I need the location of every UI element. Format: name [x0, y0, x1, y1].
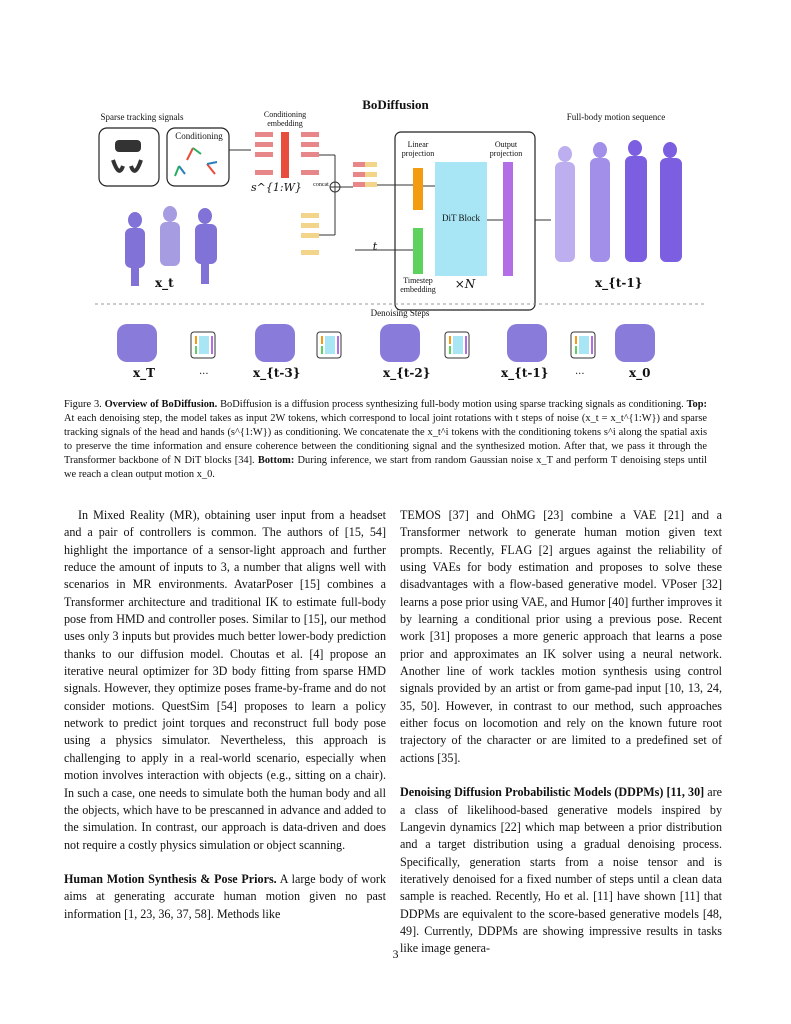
bottom-label-ellipsis-2: ...: [575, 366, 585, 377]
caption-top: Top:: [686, 399, 707, 410]
label-timestep-embedding: Timestep embedding: [400, 276, 436, 294]
page-number: 3: [392, 947, 399, 961]
motion-figures-left: [125, 206, 217, 286]
bottom-label-xT: x_T: [133, 366, 156, 380]
label-t: t: [372, 240, 378, 253]
linear-projection-bar: [413, 168, 423, 210]
label-dit-block: DiT Block: [441, 213, 481, 223]
caption-title: Overview of BoDiffusion.: [104, 399, 218, 410]
right-column: [400, 507, 722, 958]
label-linear-projection: Linear projection: [401, 140, 435, 158]
left-paragraph-2: [64, 871, 386, 923]
label-times-n: ×N: [454, 277, 476, 291]
label-output-projection: Output projection: [489, 140, 523, 158]
label-conditioning: Conditioning: [175, 131, 223, 141]
caption-bottom: Bottom:: [257, 455, 295, 466]
right-paragraph-1: TEMOS [37] and OhMG [23] combine a VAE [21] and a Transformer network to generate human motion given text prompts. Recently, FLAG [2] argues against the reliability of using VAEs for body estimation and proposes to solve these disadvantages with a flow-based generative model. VPoser [32] learns a pose prior using VAE, and Humor [40] further improves it by learning a conditional prior using a previous pose. Recent work [31] proposes a more generic approach that learns a pose prior and approximates an IK solver using a neural network. Another line of work tackles motion synthesis using control signals provided by an artist or from game-pad input [10, 13, 24, 35, 50]. However, in contrast to our method, such approaches either focus on locomotion and rely on the known future root trajectory of the character or are limited to a predefined set of actions [35].: [400, 508, 722, 765]
label-denoising-steps: Denoising Steps: [370, 308, 430, 318]
cond-tokens-right: [301, 132, 319, 175]
cond-tokens-left: [255, 132, 273, 175]
bottom-label-xt-1: x_{t-1}: [501, 366, 549, 380]
figure-caption: [64, 398, 707, 482]
label-x-t: x_t: [155, 276, 174, 290]
left-heading-motion-synthesis: Human Motion Synthesis & Pose Priors.: [64, 871, 277, 886]
label-concat: concat: [313, 182, 329, 188]
right-paragraph-2-text: are a class of likelihood-based generative models inspired by Langevin dynamics [22] which map between a prior distribution and a target distribution using a gradual denoising process. Specifically, generation starts from a noise tensor and is iteratively denoised for a fixed number of steps until a clean data sample is reached. Recently, Ho et al. [11] have shown [11] that DDPMs are equivalent to the score-based generative models [48, 49]. Currently, DDPMs are showing impressive results in tasks like image genera-: [400, 785, 722, 956]
x-tokens: [301, 213, 319, 255]
cond-embed-bar: [281, 132, 289, 178]
output-projection-bar: [503, 162, 513, 276]
left-paragraph-2-text: A large body of work aims at generating accurate human motion given no past information [1, 23, 36, 37, 58]. Methods like: [64, 871, 386, 921]
figure-diagram: [95, 110, 705, 390]
motion-figures-right: [555, 140, 682, 262]
caption-text-1: BoDiffusion is a diffusion process synthesizing full-body motion using sparse tracking signals as conditioning.: [220, 399, 684, 410]
bottom-label-x0: x_0: [629, 366, 651, 380]
label-sparse-tracking: Sparse tracking signals: [100, 112, 184, 122]
label-s: s^{1:W}: [251, 181, 302, 194]
vr-device-box: [99, 128, 159, 186]
left-paragraph-1: In Mixed Reality (MR), obtaining user input from a headset and a pair of controllers is common. The authors of [15, 54] highlight the importance of a sensor-light approach and further reduce the amount of inputs to 3, a number that aligns well with scenarios in MR environments. AvatarPoser [15] combines a Transformer architecture and traditional IK to estimate full-body pose from HMD and controller poses. Similar to [15], our method uses only 3 inputs but provides much better lower-body prediction thanks to our diffusion model. Choutas et al. [4] propose an iterative neural optimizer for 3D body fitting from sparse HMD signals. However, they optimize poses frame-by-frame and do not consider motions. QuestSim [54] proposes to learn a policy network to predict joint torques and reconstruct full body pose using a physics simulator. Nevertheless, this approach is challenging to apply in a real-world scenario, especially when motion involves interaction with objects (e.g., sitting on a chair). In such a case, one needs to simulate both the human body and all the objects, which have to be prescanned in advance and added to the simulation. In contrast, our approach is data-driven and does not require a costly physics simulation or object scanning.: [64, 508, 386, 852]
right-paragraph-2: [400, 784, 722, 957]
bottom-label-xt-2: x_{t-2}: [383, 366, 431, 380]
right-heading-ddpm: Denoising Diffusion Probabilistic Models (DDPMs) [11, 30]: [400, 785, 705, 800]
caption-text-3: During inference, we start from random Gaussian noise x_T and perform T denoising steps until we reach a clean output motion x_0.: [64, 455, 707, 480]
concat-tokens: [353, 162, 377, 187]
caption-lead: Figure 3.: [64, 399, 102, 410]
caption-text-2: At each denoising step, the model takes as input 2W tokens, which correspond to local joint rotations with t steps of noise (x_t = x_t^{1:W}) and sparse tracking signals of the head and hands (s^{1:W}) as conditioning. We concatenate the x_t^i tokens with the conditioning tokens s^i along the spatial axis to preserve the time information and ensure coherence between the conditioning signal and the synthesized motion. After that, we pass it through the Transformer backbone of N DiT blocks [34].: [64, 413, 707, 466]
label-full-body: Full-body motion sequence: [566, 112, 666, 122]
left-column: [64, 507, 386, 923]
figure-title: BoDiffusion: [362, 97, 429, 112]
timestep-embedding-bar: [413, 228, 423, 274]
bottom-label-xt-3: x_{t-3}: [253, 366, 301, 380]
bottom-label-ellipsis-1: ...: [199, 366, 209, 377]
label-conditioning-embedding: Conditioning embedding: [263, 110, 307, 128]
label-x-t-minus-1: x_{t-1}: [595, 276, 643, 290]
